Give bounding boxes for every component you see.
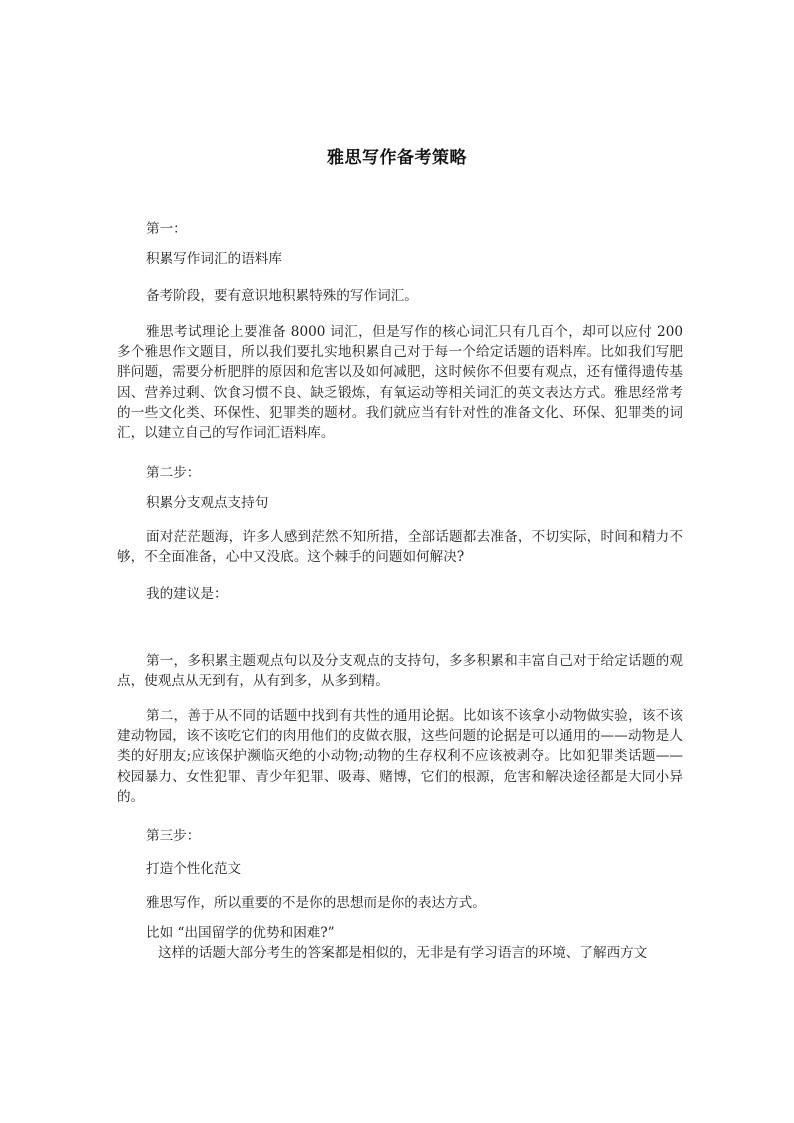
step2-suggestion-label: 我的建议是： (146, 586, 228, 602)
step3-subtitle: 打造个性化范文 (146, 861, 242, 877)
step3-body: 雅思写作，所以重要的不是你的思想而是你的表达方式。 (146, 895, 486, 911)
step2-body-paragraph: 面对茫茫题海，许多人感到茫然不知所措，全部话题都去准备，不切实际，时间和精力不够，不全面准备，心中又没底。这个棘手的问题如何解决? (117, 529, 683, 566)
step1-heading: 第一： (146, 221, 187, 237)
step3-heading: 第三步： (146, 828, 201, 844)
step1-body-paragraph: 雅思考试理论上要准备 8000 词汇，但是写作的核心词汇只有几百个，却可以应付 200 多个雅思作文题目，所以我们要扎实地积累自己对于每一个给定话题的语料库。比如我们写肥胖问题，需要分析肥胖的原因和危害以及如何减肥，这时候你不但要有观点，还有懂得遗传基因、营养过剩、饮食习惯不良、缺乏锻炼，有氧运动等相关词汇的英文表达方式。雅思经常考的一些文化类、环保性、犯罪类的题材。我们就应当有针对性的准备文化、环保、犯罪类的词汇，以建立自己的写作词汇语料库。 (117, 324, 683, 442)
page-title: 雅思写作备考策略 (327, 148, 467, 168)
step2-subtitle: 积累分支观点支持句 (146, 495, 269, 511)
step1-intro: 备考阶段，要有意识地积累特殊的写作词汇。 (146, 288, 418, 304)
step2-point2-paragraph: 第二，善于从不同的话题中找到有共性的通用论据。比如该不该拿小动物做实验，该不该建动物园，该不该吃它们的肉用他们的皮做衣服，这些问题的论据是可以通用的——动物是人类的好朋友;应该保护濒临灭绝的小动物;动物的生存权利不应该被剥夺。比如犯罪类话题——校园暴力、女性犯罪、青少年犯罪、吸毒、赌博，它们的根源，危害和解决途径都是大同小异的。 (117, 708, 683, 805)
step1-subtitle: 积累写作词汇的语料库 (146, 251, 282, 267)
step2-point1-paragraph: 第一，多积累主题观点句以及分支观点的支持句，多多积累和丰富自己对于给定话题的观点，使观点从无到有，从有到多，从多到精。 (117, 653, 683, 690)
step3-trailing-line: 这样的话题大部分考生的答案都是相似的，无非是有学习语言的环境、了解西方文 (158, 945, 648, 961)
step2-heading: 第二步： (146, 465, 201, 481)
step3-example: 比如 “出国留学的优势和困难?” (146, 925, 335, 941)
